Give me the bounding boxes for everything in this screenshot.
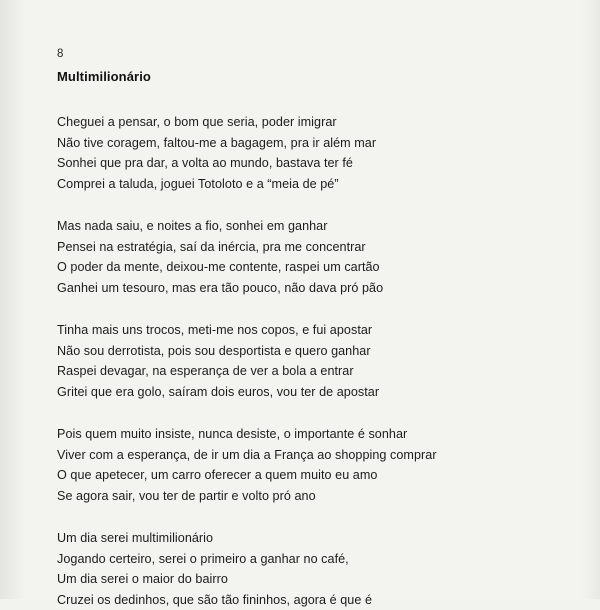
poem-line: Raspei devagar, na esperança de ver a bola a entrar: [57, 361, 560, 382]
poem-line: Pois quem muito insiste, nunca desiste, o importante é sonhar: [57, 424, 560, 445]
poem-line: Comprei a taluda, joguei Totoloto e a “meia de pé”: [57, 174, 560, 195]
poem-line: Cheguei a pensar, o bom que seria, poder imigrar: [57, 112, 560, 133]
poem-line: Tinha mais uns trocos, meti-me nos copos, e fui apostar: [57, 320, 560, 341]
stanza: [57, 320, 560, 402]
poem-line: Não tive coragem, faltou-me a bagagem, pra ir além mar: [57, 133, 560, 154]
page-number: 8: [57, 46, 560, 62]
poem-line: Jogando certeiro, serei o primeiro a ganhar no café,: [57, 549, 560, 570]
poem-line: Um dia serei o maior do bairro: [57, 569, 560, 590]
stanza: [57, 112, 560, 194]
poem-line: Mas nada saiu, e noites a fio, sonhei em ganhar: [57, 216, 560, 237]
poem-line: O poder da mente, deixou-me contente, raspei um cartão: [57, 257, 560, 278]
stanza: [57, 528, 560, 610]
poem-line: Cruzei os dedinhos, que são tão fininhos, agora é que é: [57, 590, 560, 610]
page-title: Multimilionário: [57, 68, 560, 86]
poem-line: O que apetecer, um carro oferecer a quem muito eu amo: [57, 465, 560, 486]
poem-line: Viver com a esperança, de ir um dia a França ao shopping comprar: [57, 445, 560, 466]
poem-line: Um dia serei multimilionário: [57, 528, 560, 549]
page-content: [57, 46, 560, 610]
stanza: [57, 424, 560, 506]
poem-line: Pensei na estratégia, saí da inércia, pra me concentrar: [57, 237, 560, 258]
poem-line: Gritei que era golo, saíram dois euros, vou ter de apostar: [57, 382, 560, 403]
poem-line: Não sou derrotista, pois sou desportista e quero ganhar: [57, 341, 560, 362]
stanza: [57, 216, 560, 298]
poem-line: Ganhei um tesouro, mas era tão pouco, não dava pró pão: [57, 278, 560, 299]
poem-line: Se agora sair, vou ter de partir e volto pró ano: [57, 486, 560, 507]
poem-line: Sonhei que pra dar, a volta ao mundo, bastava ter fé: [57, 153, 560, 174]
